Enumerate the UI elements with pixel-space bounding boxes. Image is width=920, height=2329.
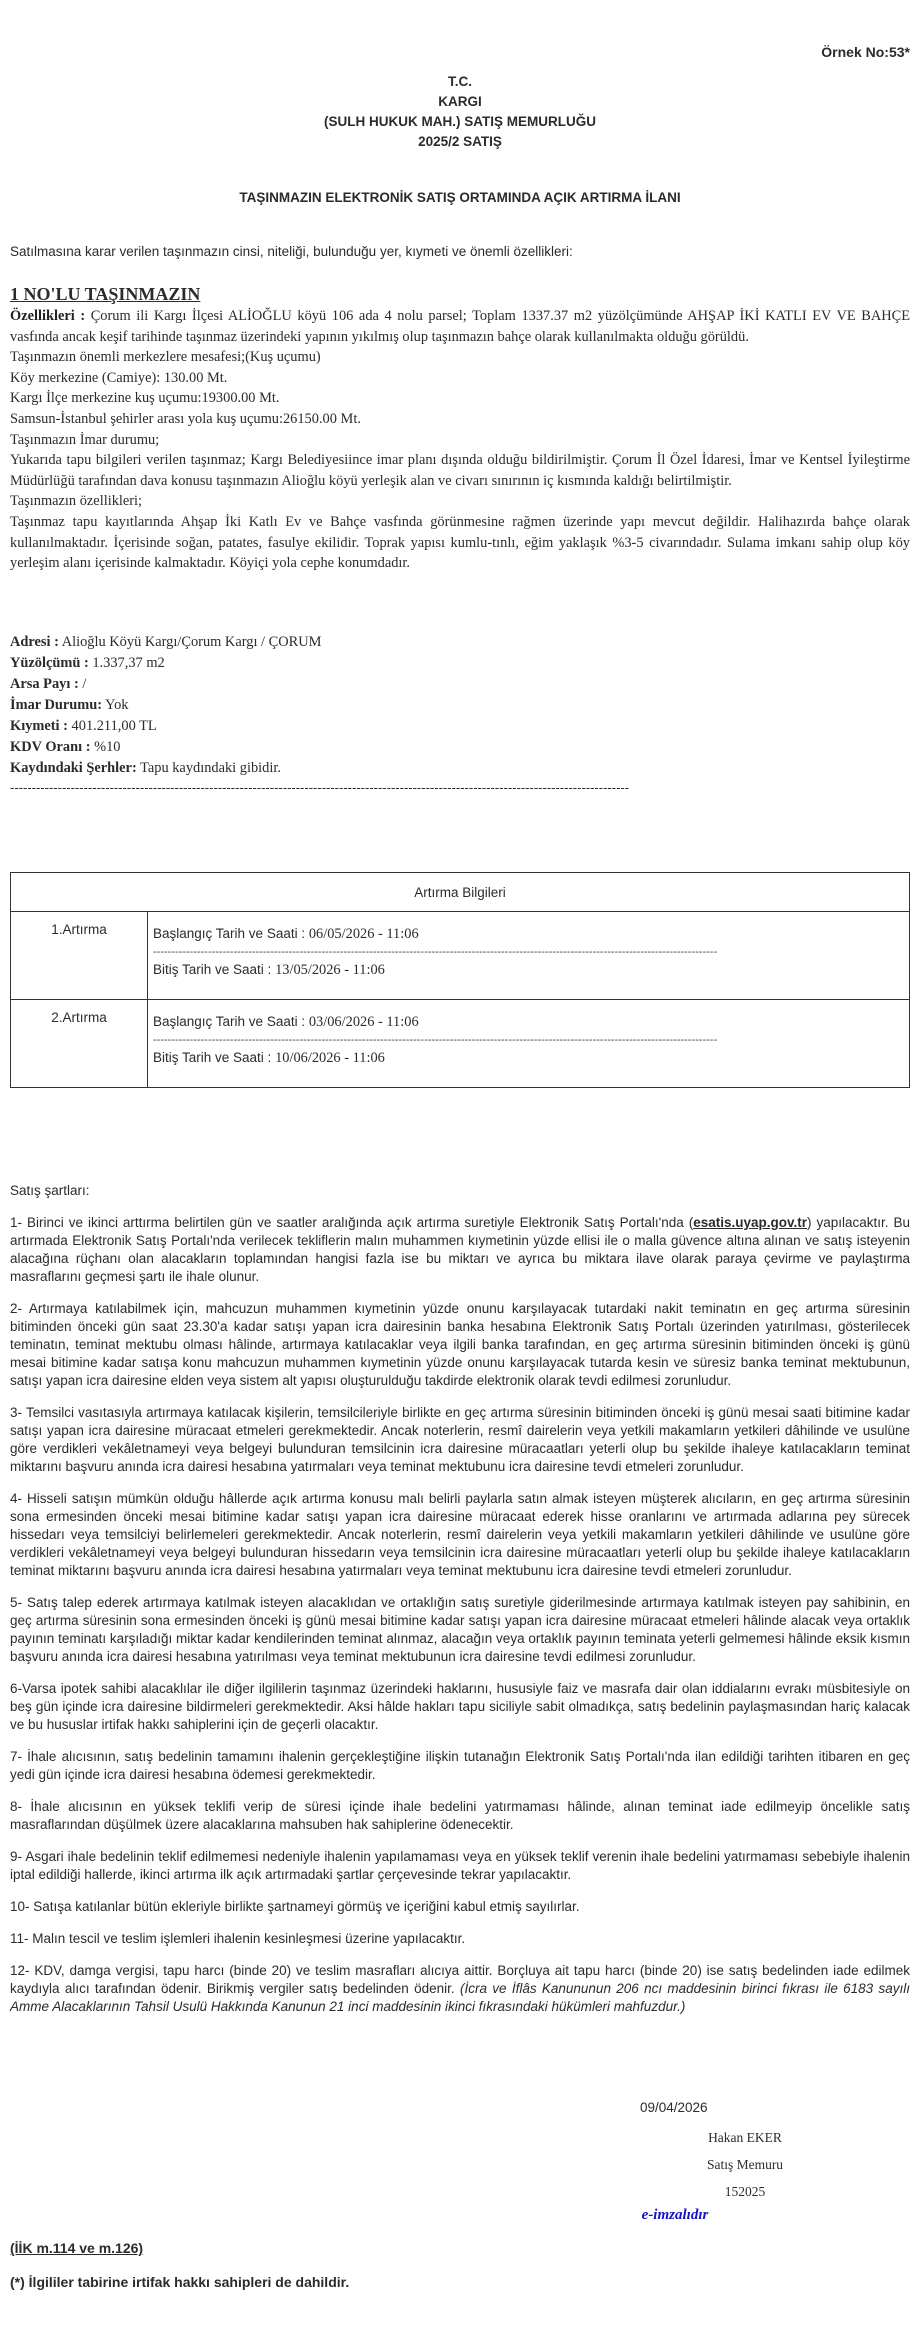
start-date-value: 03/06/2026 - 11:06 <box>308 1014 419 1030</box>
zoning-heading: Taşınmazın İmar durumu; <box>10 431 160 448</box>
zoning-row <box>10 695 910 716</box>
condition-12 <box>10 1962 910 2016</box>
header-line-tc: T.C. <box>447 74 472 89</box>
value-value: 401.211,00 TL <box>67 718 157 734</box>
law-reference: (İİK m.114 ve m.126) <box>10 2240 144 2256</box>
value-row <box>10 716 910 737</box>
area-label: Yüzölçümü : <box>10 655 89 671</box>
e-signature-note: e-imzalıdır <box>641 2207 709 2223</box>
address-label: Adresi : <box>10 634 59 650</box>
annotation-value: Tapu kaydındaki gibidir. <box>136 760 281 776</box>
property-section <box>10 282 910 574</box>
start-date-line <box>153 1009 904 1035</box>
start-date-line <box>153 921 904 947</box>
officer-title: Satış Memuru <box>706 2157 784 2172</box>
start-date-label: Başlangıç Tarih ve Saati : <box>153 1014 309 1029</box>
zoning-label: İmar Durumu: <box>10 697 103 713</box>
vat-value: %10 <box>90 739 121 755</box>
address-row <box>10 632 910 653</box>
auction-table <box>10 872 910 1088</box>
vat-row <box>10 737 910 758</box>
condition-6: 6-Varsa ipotek sahibi alacaklılar ile diğer ilgililerin taşınmaz üzerindeki haklarını, hususiyle faiz ve masrafa dair olan iddialarını evrakı müsbitesiyle on beş gün içinde icra dairesine bildirmeleri gerekmektedir. Aksi hâlde hakları tapu siciliyle sabit olmadıkça, satış bedelinin paylaşmasından hariç kalacak ve bu hususlar irtifak hakkı sahiplerini için de geçerli olacaktır. <box>10 1681 910 1732</box>
start-date-value: 06/05/2026 - 11:06 <box>308 926 419 942</box>
auction-table-header: Artırma Bilgileri <box>11 873 910 912</box>
share-label: Arsa Payı : <box>10 676 79 692</box>
ilan-title: TAŞINMAZIN ELEKTRONİK SATIŞ ORTAMINDA AÇIK ARTIRMA İLANI <box>239 190 681 205</box>
area-value: 1.337,37 m2 <box>88 655 165 671</box>
properties-text: Taşınmaz tapu kayıtlarında Ahşap İki Katlı Ev ve Bahçe vasfında görünmesine rağmen üzerinde yapı mevcut değildir. Halihazırda bahçe olarak kullanılmaktadır. İçerisinde soğan, patates, fasulye ekilidir. Toprak yapısı kumlu-tınlı, eğim yaklaşık %3-5 civarındadır. Sulama imkanı sahip olup köy yerleşim alanı içerisinde kalmaktadır. Köyiçi yola cephe konumdadır. <box>10 513 910 572</box>
end-date-value: 13/05/2026 - 11:06 <box>275 962 385 978</box>
table-row <box>11 1000 910 1088</box>
end-date-line <box>153 957 904 983</box>
properties-heading: Taşınmazın özellikleri; <box>10 493 143 510</box>
condition-5: 5- Satış talep ederek artırmaya katılmak isteyen alacaklıdan ve ortaklığın satış suretiyle giderilmesinde artırmaya katılmak isteyen pay sahibinin, en geç artırma süresinin sona ermesinden önceki iş günü mesai bitimine kadar satışı yapan icra dairesine müracaat etmeleri hâlinde alacak veya ortaklık payının teminatı karşıladığı miktar kadar kendilerinden teminat alınmaz, alacağın veya ortaklık payının teminata yeterli gelmemesi hâlinde eksik kısmın başvuru anında icra dairesi hesabına yatırılması veya teminat mektubunun icra dairesine tevdi edilmesi zorunludur. <box>10 1595 910 1664</box>
condition-1-text-a: 1- Birinci ve ikinci arttırma belirtilen gün ve saatler aralığında açık artırma suretiyle Elektronik Satış Portalı'nda ( <box>10 1215 694 1230</box>
table-row <box>11 912 910 1000</box>
property-features <box>10 306 910 347</box>
footnote: (*) İlgililer tabirine irtifak hakkı sahipleri de dahildir. <box>10 2274 350 2290</box>
property-summary <box>10 632 910 779</box>
condition-12-italic: (İcra ve İflâs Kanununun 206 ncı maddesinin birinci fıkrası ile 6183 sayılı Amme Alacaklarının Tahsil Usulü Hakkında Kanunun 21 inci maddesinin ikinci fıkrasındaki hükümleri mahfuzdur.) <box>10 1981 911 2014</box>
area-row <box>10 653 910 674</box>
zoning-value: Yok <box>102 697 129 713</box>
condition-9: 9- Asgari ihale bedelinin teklif edilmemesi nedeniyle ihalenin yapılamaması veya en yüksek teklif verenin ihale bedelini yatırmaması sebebiyle ihalenin iptal edildiği hallerde, ikinci artırma ilk açık artırmadaki şartlar çerçevesinde tekrar yapılacaktır. <box>10 1849 910 1882</box>
condition-12-text: 12- KDV, damga vergisi, tapu harcı (binde 20) ve teslim masrafları alıcıya aittir. Borçluya ait tapu harcı (binde 20) ise satış bedelinden iade edilmek kaydıyla alıcı tarafından ödenir. Birikmiş vergiler satış bedelinden ödenir. <box>10 1963 910 1996</box>
auction-label: 1.Artırma <box>11 912 148 1000</box>
esatis-link[interactable]: esatis.uyap.gov.tr <box>693 1215 807 1230</box>
condition-2: 2- Artırmaya katılabilmek için, mahcuzun muhammen kıymetinin yüzde onunu karşılayacak tutardaki nakit teminatın en geç artırma süresinin bitiminden önceki gün saat 23.30'a kadar satışı yapan icra dairesinin banka hesabına Elektronik Satış Portalı üzerinden yatırılması, gösterilecek teminatın, teminat mektubu olması hâlinde, artırmaya katılacaklar veya ilgili banka tarafından, en geç artırma süresinin bitiminden önceki iş günü mesai bitimine kadar satışa konu mahcuzun muhammen kıymetinin yüzde onunu karşılayacak tutarda kesin ve süresiz banka teminat mektubunun, satışı yapan icra dairesine elden veya sistem alt yapısı oluşturulduğu takdirde elektronik olarak tevdi edilmesi zorunludur. <box>10 1301 910 1388</box>
sale-conditions <box>10 1182 910 2030</box>
auction-label: 2.Artırma <box>11 1000 148 1088</box>
auction-dates <box>148 1000 910 1088</box>
header-line-office: (SULH HUKUK MAH.) SATIŞ MEMURLUĞU <box>324 114 596 129</box>
annotation-label: Kaydındaki Şerhler: <box>10 760 137 776</box>
condition-4: 4- Hisseli satışın mümkün olduğu hâllerde açık artırma konusu malı belirli paylarla satın almak isteyen müşterek alıcıların, en geç artırma süresinin sona ermesinden önceki mesai bitimine kadar satışı yapan icra dairesine müracaat ederek hisse oranlarını ve artırmada adlarına pey sürecek hissedarı veya temsilciyi belirlemeleri gerekmektedir. Ancak noterlerin, resmî dairelerin veya yetkili makamların yetkileri dâhilinde ve usulüne göre verdikleri vekâletnameyi veya belgeyi bulunduran hissedarın veya temsilcinin icra dairesine müracaatları yeterli olup bu şekilde ihaleye katılacakların teminat miktarını başvuru anında icra dairesi hesabına yatırmaları veya teminat mektubunu icra dairesine tevdi etmeleri zorunludur. <box>10 1491 910 1578</box>
end-date-label: Bitiş Tarih ve Saati : <box>153 1050 276 1065</box>
dashed-separator: ---------------------------------------------------------------------------------------------------------------------------------------------------------- <box>153 1034 718 1046</box>
end-date-line <box>153 1045 904 1071</box>
dashed-separator: ---------------------------------------------------------------------------------------------------------------------------------------------------------- <box>153 946 718 958</box>
ornek-no: Örnek No:53* <box>821 44 910 60</box>
condition-10: 10- Satışa katılanlar bütün ekleriyle birlikte şartnameyi görmüş ve içeriğini kabul etmiş sayılırlar. <box>10 1899 580 1914</box>
header-line-city: KARGI <box>438 94 482 109</box>
auction-dates <box>148 912 910 1000</box>
distance-village: Köy merkezine (Camiye): 130.00 Mt. <box>10 369 228 386</box>
zoning-text: Yukarıda tapu bilgileri verilen taşınmaz; Kargı Belediyesiince imar planı dışında olduğu bildirilmiştir. Çorum İl Özel İdaresi, İmar ve Kentsel İyileştirme Müdürlüğü tarafından dava konusu taşınmazın Alioğlu köyü yerleşik alan ve civarı sınırının iç kısmında kaldığı belirtilmiştir. <box>10 452 910 489</box>
start-date-label: Başlangıç Tarih ve Saati : <box>153 926 309 941</box>
intro-text: Satılmasına karar verilen taşınmazın cinsi, niteliği, bulunduğu yer, kıymeti ve önemli özellikleri: <box>10 244 573 259</box>
condition-7: 7- İhale alıcısının, satış bedelinin tamamını ihalenin gerçekleştiğine ilişkin tutanağın Elektronik Satış Portalı'nda ilan edildiği tarihten itibaren en geç yedi gün içinde icra dairesi hesabına ödemesi gerekmektedir. <box>10 1749 910 1782</box>
address-value: Alioğlu Köyü Kargı/Çorum Kargı / ÇORUM <box>58 634 322 650</box>
officer-sicil: 152025 <box>724 2184 766 2199</box>
end-date-value: 10/06/2026 - 11:06 <box>275 1050 385 1066</box>
condition-3: 3- Temsilci vasıtasıyla artırmaya katılacak kişilerin, temsilcileriyle birlikte en geç artırma süresinin bitiminden önceki iş günü mesai saati bitimine kadar satışı yapan icra dairesine müracaat etmeleri gerekmektedir. Ancak noterlerin, resmî dairelerin veya yetkili makamların yetkileri dâhilinde ve usulüne göre verdikleri vekâletnameyi veya belgeyi bulunduran temsilcinin icra dairesine müracaatları yeterli olup bu şekilde ihaleye katılacakların teminat miktarını başvuru anında icra dairesi hesabına yatırmaları veya teminat mektubunu icra dairesine tevdi etmeleri zorunludur. <box>10 1405 910 1474</box>
condition-8: 8- İhale alıcısının en yüksek teklifi verip de süresi içinde ihale bedelini yatırmaması hâlinde, alınan teminat iade edilmeyip öncelikle satış masraflarından düşülmek üzere alacaklarına mahsuben hak sahiplerine ödenecektir. <box>10 1799 910 1832</box>
value-label: Kıymeti : <box>10 718 68 734</box>
condition-1 <box>10 1214 910 1286</box>
property-title: 1 NO'LU TAŞINMAZIN <box>10 284 201 304</box>
document-date: 09/04/2026 <box>640 2100 708 2115</box>
share-row <box>10 674 910 695</box>
header-line-file: 2025/2 SATIŞ <box>418 134 502 149</box>
features-label: Özellikleri : <box>10 308 86 324</box>
end-date-label: Bitiş Tarih ve Saati : <box>153 962 276 977</box>
officer-name: Hakan EKER <box>708 2130 782 2145</box>
features-text: Çorum ili Kargı İlçesi ALİOĞLU köyü 106 ada 4 nolu parsel; Toplam 1337.37 m2 yüzölçümünde AHŞAP İKİ KATLI EV VE BAHÇE vasfında ancak keşif tarihinde taşınmaz üzerindeki yapının yıkılmış olup taşınmazın bahçe olarak kullanılmakta olduğu görüldü. <box>10 308 910 345</box>
conditions-title: Satış şartları: <box>10 1183 90 1198</box>
condition-11: 11- Malın tescil ve teslim işlemleri ihalenin kesinleşmesi üzerine yapılacaktır. <box>10 1931 466 1946</box>
distance-heading: Taşınmazın önemli merkezlere mesafesi;(Kuş uçumu) <box>10 349 321 366</box>
office-header <box>10 72 910 152</box>
distance-district: Kargı İlçe merkezine kuş uçumu:19300.00 Mt. <box>10 390 280 407</box>
annotation-row <box>10 758 910 779</box>
vat-label: KDV Oranı : <box>10 739 91 755</box>
distance-highway: Samsun-İstanbul şehirler arası yola kuş uçumu:26150.00 Mt. <box>10 410 361 427</box>
dashed-divider: ----------------------------------------------------------------------------------------------------------------------------------------------- <box>10 780 630 795</box>
condition-1-text-b: ) yapılacaktır. Bu artırmada Elektronik Satış Portalı'nda verilecek tekliflerin malın muhammen kıymetinin yüzde ellisi ile o malla güvence altına alınan ve satış isteyenin alacağına rüçhanı olan alacakların toplamından hangisi fazla ise bu miktarı ve ayrıca bu miktara ilave olarak paraya çevirme ve paylaştırma masraflarını geçmesi şartı ile ihale olunur. <box>10 1215 910 1284</box>
share-value: / <box>78 676 87 692</box>
